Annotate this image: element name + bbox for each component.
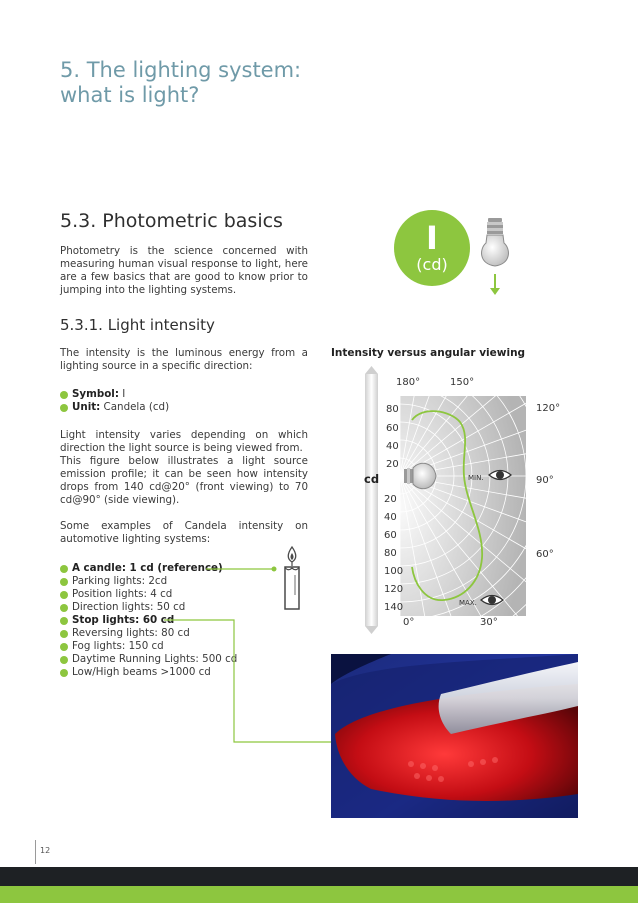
example-text: Reversing lights: 80 cd <box>72 627 190 639</box>
radial-tick-label: 40 <box>386 441 399 452</box>
footer-green-band <box>0 886 638 903</box>
angle-label-180: 180° <box>396 377 421 388</box>
unit-value: Candela (cd) <box>100 401 170 413</box>
radial-tick-label: 20 <box>384 494 397 505</box>
page-number-divider <box>35 840 36 864</box>
candle-connector-dot <box>272 567 277 572</box>
chapter-title-line2: what is light? <box>60 83 200 107</box>
example-text: Position lights: 4 cd <box>72 588 173 600</box>
intensity-unit: (cd) <box>416 255 448 274</box>
radial-tick-label: 20 <box>386 459 399 470</box>
radial-tick-label: 120 <box>384 584 404 595</box>
example-text: Parking lights: 2cd <box>72 575 168 587</box>
radial-tick-label: 80 <box>386 404 399 415</box>
radial-tick-label: 140 <box>384 602 404 613</box>
scale-arrow-top <box>365 366 378 374</box>
subsection-title: 5.3.1. Light intensity <box>60 316 215 334</box>
max-label: MAX. <box>459 599 477 607</box>
radial-tick-label: 100 <box>384 566 404 577</box>
example-text: Daytime Running Lights: 500 cd <box>72 653 238 665</box>
intensity-variation: Light intensity varies depending on which direction the light source is being viewed from. <box>60 429 308 454</box>
radial-tick-label: 60 <box>384 530 397 541</box>
radial-unit-label: cd <box>364 472 380 486</box>
chart-title: Intensity versus angular viewing <box>331 347 526 359</box>
angle-label-30: 30° <box>480 617 498 628</box>
intensity-definition: The intensity is the luminous energy from a lighting source in a specific direction: <box>60 347 308 372</box>
footer-dark-band <box>0 867 638 886</box>
radial-tick-label: 60 <box>386 423 399 434</box>
chapter-title-line1: 5. The lighting system: <box>60 58 302 82</box>
angle-label-120: 120° <box>536 403 561 414</box>
tail-light-photo <box>331 654 578 818</box>
example-text: Stop lights: 60 cd <box>72 614 175 626</box>
examples-intro: Some examples of Candela intensity on automotive lighting systems: <box>60 520 308 545</box>
example-text: Low/High beams >1000 cd <box>72 666 211 678</box>
symbol-label: Symbol: <box>72 388 119 400</box>
page-number: 12 <box>40 846 51 855</box>
example-text: A candle: 1 cd (reference) <box>72 562 223 574</box>
radial-tick-label: 80 <box>384 548 397 559</box>
polar-intensity-chart <box>360 362 560 634</box>
figure-note: This figure below illustrates a light source emission profile; it can be seen how intensity drops from 140 cd@20° (front viewing) to 70 cd@90° (side viewing). <box>60 455 308 506</box>
angle-label-90: 90° <box>536 475 554 486</box>
angle-label-60: 60° <box>536 549 554 560</box>
intensity-scale-bar <box>365 374 378 626</box>
min-label: MIN. <box>468 474 484 482</box>
section-title: 5.3. Photometric basics <box>60 210 283 232</box>
example-text: Direction lights: 50 cd <box>72 601 186 613</box>
scale-arrow-bottom <box>365 626 378 634</box>
radial-tick-label: 40 <box>384 512 397 523</box>
section-intro: Photometry is the science concerned with measuring human visual response to light, here are a few basics that are good to know prior to jumping into the lighting systems. <box>60 245 308 296</box>
example-text: Fog lights: 150 cd <box>72 640 164 652</box>
symbol-value: I <box>118 388 126 400</box>
angle-label-150: 150° <box>450 377 475 388</box>
angle-label-0: 0° <box>403 617 415 628</box>
intensity-symbol: I <box>426 219 438 257</box>
unit-label: Unit: <box>72 401 101 413</box>
